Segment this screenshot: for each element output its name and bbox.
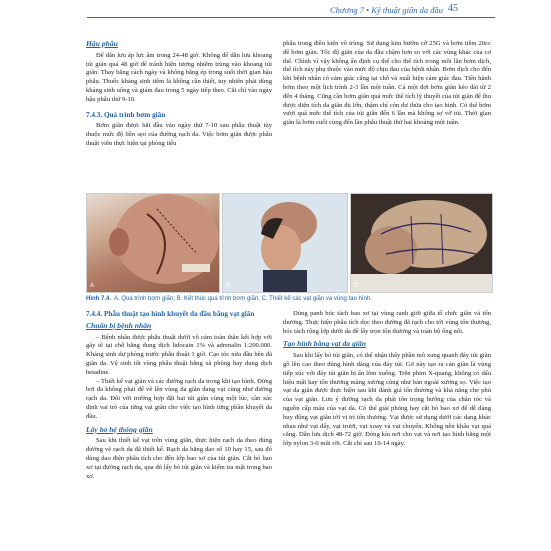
photo-b bbox=[222, 193, 348, 293]
heading-7-4-4: 7.4.4. Phẫu thuật tạo hình khuyết da đầu bằng vạt giãn bbox=[86, 310, 255, 318]
caption-text: A. Quá trình bơm giãn; B. Kết thúc quá trình bơm giãn; C. Thiết kế các vạt giãn và vùng tạo hình. bbox=[114, 296, 372, 302]
right-column-bottom bbox=[283, 310, 491, 449]
photo-label: B bbox=[226, 283, 231, 289]
paragraph: phẫu trong điều kiện vô trùng. Sử dụng kim bướm cỡ 25G và bơm tiêm 20cc để bơm giãn. Tốc độ giãn của da đầu chậm hơn so với các vùng khác của cơ thể. Chính vì vậy không ấn định cụ thể cho thể tích trong mỗi lần bơm dịch, thể tích này phụ thuộc vào mức độ chịu đau của bệnh nhân. Bơm dịch cho đến khi bệnh nhân có cảm giác căng tại chỗ và xuất hiện cảm giác đau. Tiến hành bơm theo một lịch trình 2-3 lần một tuần. Cả một đợt bơm giãn kéo dài từ 2 đến 4 tháng. Cũng cần bơm giãn quá mức thể tích lý thuyết của túi giãn để thu được diện tích da giãn đủ lớn, thậm chí còn dư thừa cho tạo hình. Có thể bơm vượt quá mức thể tích của túi giãn đến 6 lần mà không sợ vỡ túi. Thời gian giãn là bơm cuối cùng đến lần phẫu thuật thứ hai khoảng một tuần. bbox=[283, 40, 491, 127]
person-photo-illustration bbox=[223, 194, 347, 292]
photo-a bbox=[86, 193, 220, 293]
heading-tao-hinh: Tạo hình bằng vạt da giãn bbox=[283, 339, 366, 349]
paragraph: Dùng panh bóc tách bao xơ tại vùng ranh giới giữa tổ chức giãn và tổn thương. Thực hiện phẫu tích dọc theo đường đã rạch cho tới vùng tổn thương, bóc tách rộng lớp dưới da để lấy trọn tổn thương và toàn bộ ổng nối. bbox=[283, 310, 491, 335]
right-column-top bbox=[283, 40, 491, 128]
paragraph: Bơm giãn được bắt đầu vào ngày thứ 7-10 sau phẫu thuật tùy thuộc mức độ liền sẹo của đường rạch da. Việc bơm giãn được phẫu thuật viên thực hiện tại phòng tiểu bbox=[86, 122, 272, 147]
paragraph: – Thiết kế vạt giãn và các đường rạch da trong khi tạo hình. Đừng bơi đa không phải để vẽ lên vùng da giãn đang vạt cùng như đường rạch da. Đối với trường hợp đặt hai túi giãn cùng một lúc, cần xác định vai trò của từng vạt giãn cho việc tạo hình từng phần khuyết da đầu. bbox=[86, 377, 272, 420]
caption-label: Hình 7.4. bbox=[86, 296, 112, 302]
paragraph: Sau khi thiết kế vạt trên vùng giãn, thực hiện rạch da theo đúng đường vẽ rạch da đã thiết kế. Rạch da bằng dao số 10 hay 15, sau đó dùng dao điện phẫu tích cho đến lớp bao xơ của túi giãn. Cắt bỏ bao xơ tại đường rạch da, qua đó lấy bỏ túi giãn và kiểm tra mặt trong bao xơ. bbox=[86, 437, 272, 480]
left-column-top bbox=[86, 40, 272, 149]
heading-chuan-bi: Chuẩn bị bệnh nhân bbox=[86, 320, 152, 330]
page-number: 45 bbox=[448, 3, 458, 14]
paragraph: Để dẫn lưu áp lực âm trong 24-48 giờ. Không để dẫn lưu khoang túi giãn quá 48 giờ để tránh hiện tượng nhiễm trùng vào khoang túi giãn. Thay băng cách ngày và không băng ép trong suốt thời gian hậu phẫu. Thuốc kháng sinh tiêm là không cần thiết, tuy nhiên phải dùng kháng sinh uống và giảm đau trong 5 ngày tiếp theo. Cắt chỉ vào ngày hậu phẫu thứ 9-10. bbox=[86, 51, 272, 103]
paragraph: – Bệnh nhân được phẫu thuật dưới vô cảm toàn thân kết hợp với gây tê tại chỗ bằng dung dịch lidocain 1% và adrenalin 1:200.000. Kháng sinh dự phòng trước phẫu thuật 1 giờ. Cạo tóc nửa đầu bên đã giãn da. Vệ sinh tốt vùng phẫu thuật bằng xà phòng hay dung dịch betadine. bbox=[86, 333, 272, 376]
figure-caption bbox=[86, 296, 491, 302]
heading-7-4-3: 7.4.3. Quá trình bơm giãn bbox=[86, 110, 166, 119]
photo-label: C bbox=[354, 283, 359, 289]
head-photo-illustration bbox=[87, 194, 219, 292]
heading-lay-bo: Lấy bỏ hệ thống giãn bbox=[86, 424, 153, 434]
photo-c bbox=[350, 193, 493, 293]
figure-7-4 bbox=[86, 193, 491, 293]
scalp-design-illustration bbox=[351, 194, 492, 292]
paragraph: Sau khi lấy bỏ túi giãn, có thể nhận thấy phần mô xung quanh đáy túi giãn gồ lên cao theo đúng hình dáng của đáy túi. Gờ này tạo ra cản giãn là vùng tiếp xúc với đáy túi giãn bị ấn lõm xuống. Trên phim X-quang, không có dấu hiệu mất hay tổn thương màng xương cũng như bàn ngoài xương sọ. Việc tạo vạt da giãn được thực hiện sau khi đánh giá tổn thương và khả năng che phủ của vạt giãn. Lưu ý đường rạch da phải tôn trọng hướng của chân tóc và nguồn cấp máu của vạt da. Có thể giải phóng hay cắt bỏ bao xơ để dễ dàng huy động vạt giãn tới vị trí tổn thương. Vạt được sử dụng dưới các dạng khác nhau như vạt đẩy, vạt trượt, vạt xoay và vạt chuyển. Không nên khâu vạt quá căng. Dẫn lưu dịch 48-72 giờ. Đóng kín nơi cho vạt và nơi tạo hình bằng một lớp nylon 3-0 mũi rời. Cắt chỉ sau 10-14 ngày. bbox=[283, 352, 491, 448]
header-rule bbox=[87, 17, 495, 18]
running-header: Chương 7 • Kỹ thuật giãn da đầu bbox=[330, 5, 443, 15]
left-column-bottom bbox=[86, 310, 272, 481]
photo-label: A bbox=[90, 283, 95, 289]
heading-hau-phau: Hậu phẫu bbox=[86, 39, 118, 48]
